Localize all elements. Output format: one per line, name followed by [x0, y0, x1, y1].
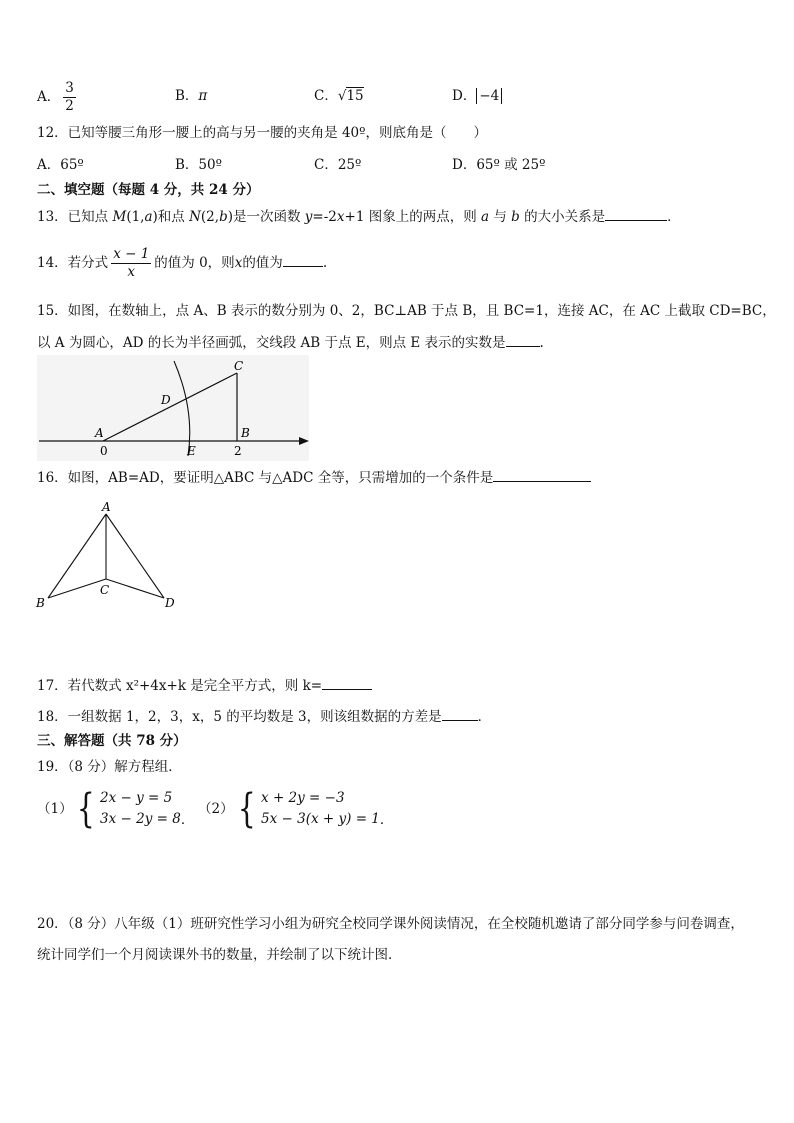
answer-blank[interactable] [493, 467, 591, 482]
segment-dc [106, 579, 164, 598]
label-two: 2 [234, 444, 242, 458]
q18-text: 18．一组数据 1，2，3，x，5 的平均数是 3，则该组数据的方差是 ． [37, 706, 491, 727]
label-a: A [95, 426, 104, 440]
q16-figure [34, 500, 184, 614]
label-d: D [161, 393, 171, 407]
figure-background [37, 355, 309, 461]
q11-option-a: A． $\frac{3}{2}$ [37, 80, 74, 114]
q11-option-c: C．√15 [314, 88, 364, 104]
q13-text: 13．已知点 M(1,a)和点 N(2,b)是一次函数 y=-2x+1 图象上的两点，则 a 与 b 的大小关系是 ． [37, 206, 681, 227]
label-b: B [36, 596, 45, 610]
answer-blank[interactable] [322, 675, 372, 690]
label-d: D [165, 596, 175, 610]
q12-option-c: C．25º [314, 157, 362, 173]
label-c: C [234, 359, 244, 373]
q12-text: 12．已知等腰三角形一腰上的高与另一腰的夹角是 40º，则底角是（ ） [37, 125, 487, 141]
answer-blank[interactable] [442, 706, 478, 721]
answer-blank[interactable] [605, 206, 667, 221]
q15-line2: 以 A 为圆心，AD 的长为半径画弧，交线段 AB 于点 E，则点 E 表示的实数是 . [37, 332, 544, 353]
q16-text: 16．如图，AB=AD，要证明△ABC 与△ADC 全等，只需增加的一个条件是 [37, 467, 591, 488]
section-heading-fill-in: 二、填空题（每题 4 分，共 24 分） [37, 182, 260, 198]
q20-line1: 20．（8 分）八年级（1）班研究性学习小组为研究全校同学课外阅读情况，在全校随机邀请了部分同学参与问卷调查， [37, 916, 744, 932]
segment-bc [48, 579, 106, 598]
q12-option-d: D．65º 或 25º [452, 157, 546, 173]
q12-option-a: A．65º [37, 157, 84, 173]
label-zero: 0 [100, 444, 108, 458]
q20-line2: 统计同学们一个月阅读课外书的数量，并绘制了以下统计图． [37, 947, 402, 963]
q17-text: 17．若代数式 x²+4x+k 是完全平方式，则 k= [37, 675, 372, 696]
label-e: E [187, 444, 196, 458]
label-c: C [100, 583, 110, 597]
q15-line1: 15．如图，在数轴上，点 A、B 表示的数分别为 0、2，BC⊥AB 于点 B，且 BC=1，连接 AC，在 AC 上截取 CD=BC， [37, 303, 776, 319]
fraction: $\frac{3}{2}$ [65, 80, 74, 114]
section-heading-solutions: 三、解答题（共 78 分） [37, 733, 187, 749]
label-a: A [102, 500, 111, 514]
q11-option-d: D． −4 [452, 86, 502, 106]
q19-title: 19．（8 分）解方程组． [37, 759, 182, 775]
brace-icon: { [76, 786, 95, 832]
q14-text: 14．若分式 $\frac{x - 1}{x}$ 的值为 0，则x的值为 . [37, 246, 328, 280]
brace-icon: { [237, 786, 256, 832]
q11-option-b: B．π [175, 88, 208, 104]
answer-blank[interactable] [283, 252, 323, 267]
sqrt-icon: √ [337, 88, 347, 104]
label-b: B [241, 426, 250, 440]
q19-system-2: （2）{ x + 2y = −3 5x − 3(x + y) = 1 ． [198, 786, 394, 832]
segment-ab [48, 514, 106, 598]
q12-option-b: B．50º [175, 157, 222, 173]
segment-ad [106, 514, 164, 598]
fraction: $\frac{x - 1}{x}$ [113, 246, 150, 280]
q19-system-1: （1）{ 2x − y = 5 3x − 2y = 8 ． [37, 786, 195, 832]
q15-figure [37, 355, 309, 461]
answer-blank[interactable] [506, 332, 540, 347]
